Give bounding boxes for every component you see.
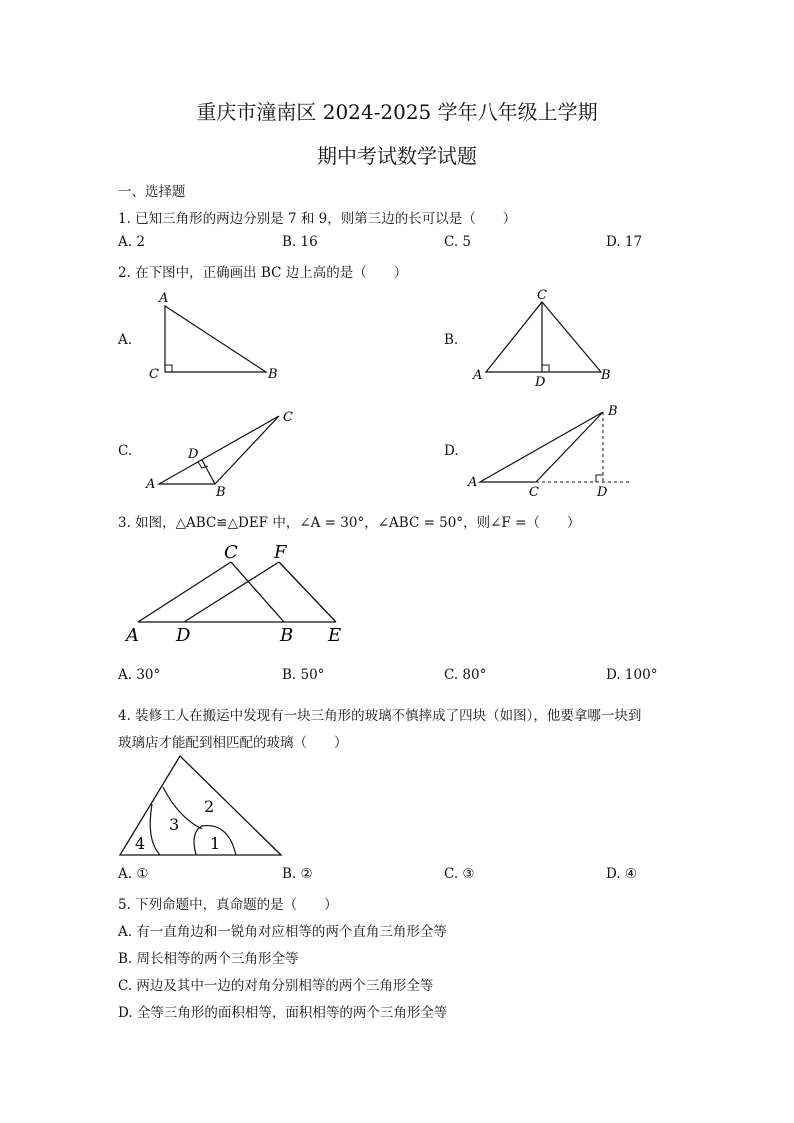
q1-option-b: B. 16: [282, 234, 318, 250]
q4-option-c: C. ③: [444, 866, 475, 882]
q2b-label-b: B: [601, 368, 611, 383]
section-heading: 一、选择题: [118, 184, 186, 200]
q5-option-d: D. 全等三角形的面积相等，面积相等的两个三角形全等: [118, 1005, 448, 1021]
q2-option-d: D.: [444, 443, 459, 459]
q2c-label-a: A: [146, 477, 156, 492]
q2b-label-c: C: [537, 288, 547, 303]
q2c-label-b: B: [216, 485, 226, 500]
q2a-label-b: B: [268, 367, 278, 382]
q3-label-c: C: [224, 542, 238, 563]
paper-title-line1: 重庆市潼南区 2024-2025 学年八年级上学期: [196, 100, 598, 124]
q2b-label-a: A: [473, 368, 483, 383]
q1-option-c: C. 5: [444, 234, 472, 250]
q5-option-c: C. 两边及其中一边的对角分别相等的两个三角形全等: [118, 978, 434, 994]
q1-option-d: D. 17: [606, 234, 643, 250]
q4-piece-label-3: 3: [169, 815, 180, 834]
q4-piece-label-2: 2: [204, 797, 215, 816]
q1-option-a: A. 2: [118, 234, 145, 250]
q2-option-c: C.: [118, 443, 133, 459]
q4-piece-label-4: 4: [135, 834, 146, 853]
q1-stem: 1. 已知三角形的两边分别是 7 和 9，则第三边的长可以是（ ）: [118, 211, 517, 227]
q2b-label-d: D: [535, 375, 546, 390]
q2c-label-c: C: [283, 410, 293, 425]
q4-option-a: A. ①: [118, 866, 149, 882]
q3-label-f: F: [274, 542, 287, 563]
q2a-triangle-figure: [140, 288, 300, 388]
q2c-triangle-figure: [140, 404, 310, 500]
q5-option-a: A. 有一直角边和一锐角对应相等的两个直角三角形全等: [118, 924, 447, 940]
q4-option-d: D. ④: [606, 866, 638, 882]
q5-stem: 5. 下列命题中，真命题的是（ ）: [118, 897, 338, 913]
q4-stem-line2: 玻璃店才能配到相匹配的玻璃（ ）: [118, 735, 348, 751]
q2a-label-a: A: [159, 291, 169, 306]
q3-option-d: D. 100°: [606, 667, 658, 683]
q2a-label-c: C: [149, 367, 159, 382]
q3-label-b: B: [280, 625, 294, 646]
q5-option-b: B. 周长相等的两个三角形全等: [118, 951, 299, 967]
q2b-triangle-figure: [465, 286, 625, 392]
q2c-label-d: D: [188, 447, 199, 462]
q3-option-b: B. 50°: [282, 667, 325, 683]
q4-stem-line1: 4. 装修工人在搬运中发现有一块三角形的玻璃不慎摔成了四块（如图），他要拿哪一块到: [118, 708, 642, 724]
q3-label-d: D: [176, 625, 191, 646]
q2-option-a: A.: [118, 332, 133, 348]
q2-option-b: B.: [444, 332, 459, 348]
q4-option-b: B. ②: [282, 866, 313, 882]
q3-label-e: E: [328, 625, 342, 646]
q2d-label-c: C: [529, 485, 539, 500]
q3-congruent-triangles-figure: [120, 536, 360, 648]
q4-broken-glass-figure: [116, 752, 288, 860]
q3-option-c: C. 80°: [444, 667, 487, 683]
q2d-label-b: B: [608, 404, 618, 419]
q3-stem: 3. 如图，△ABC≌△DEF 中，∠A = 30°，∠ABC = 50°，则∠F =（ ）: [118, 515, 581, 531]
q2d-label-a: A: [468, 475, 478, 490]
q4-piece-label-1: 1: [210, 834, 221, 853]
q2-stem: 2. 在下图中，正确画出 BC 边上高的是（ ）: [118, 265, 408, 281]
q2d-triangle-figure: [465, 400, 645, 504]
q3-option-a: A. 30°: [118, 667, 161, 683]
paper-title-line2: 期中考试数学试题: [317, 144, 477, 168]
q3-label-a: A: [126, 625, 139, 646]
q2d-label-d: D: [597, 485, 608, 500]
